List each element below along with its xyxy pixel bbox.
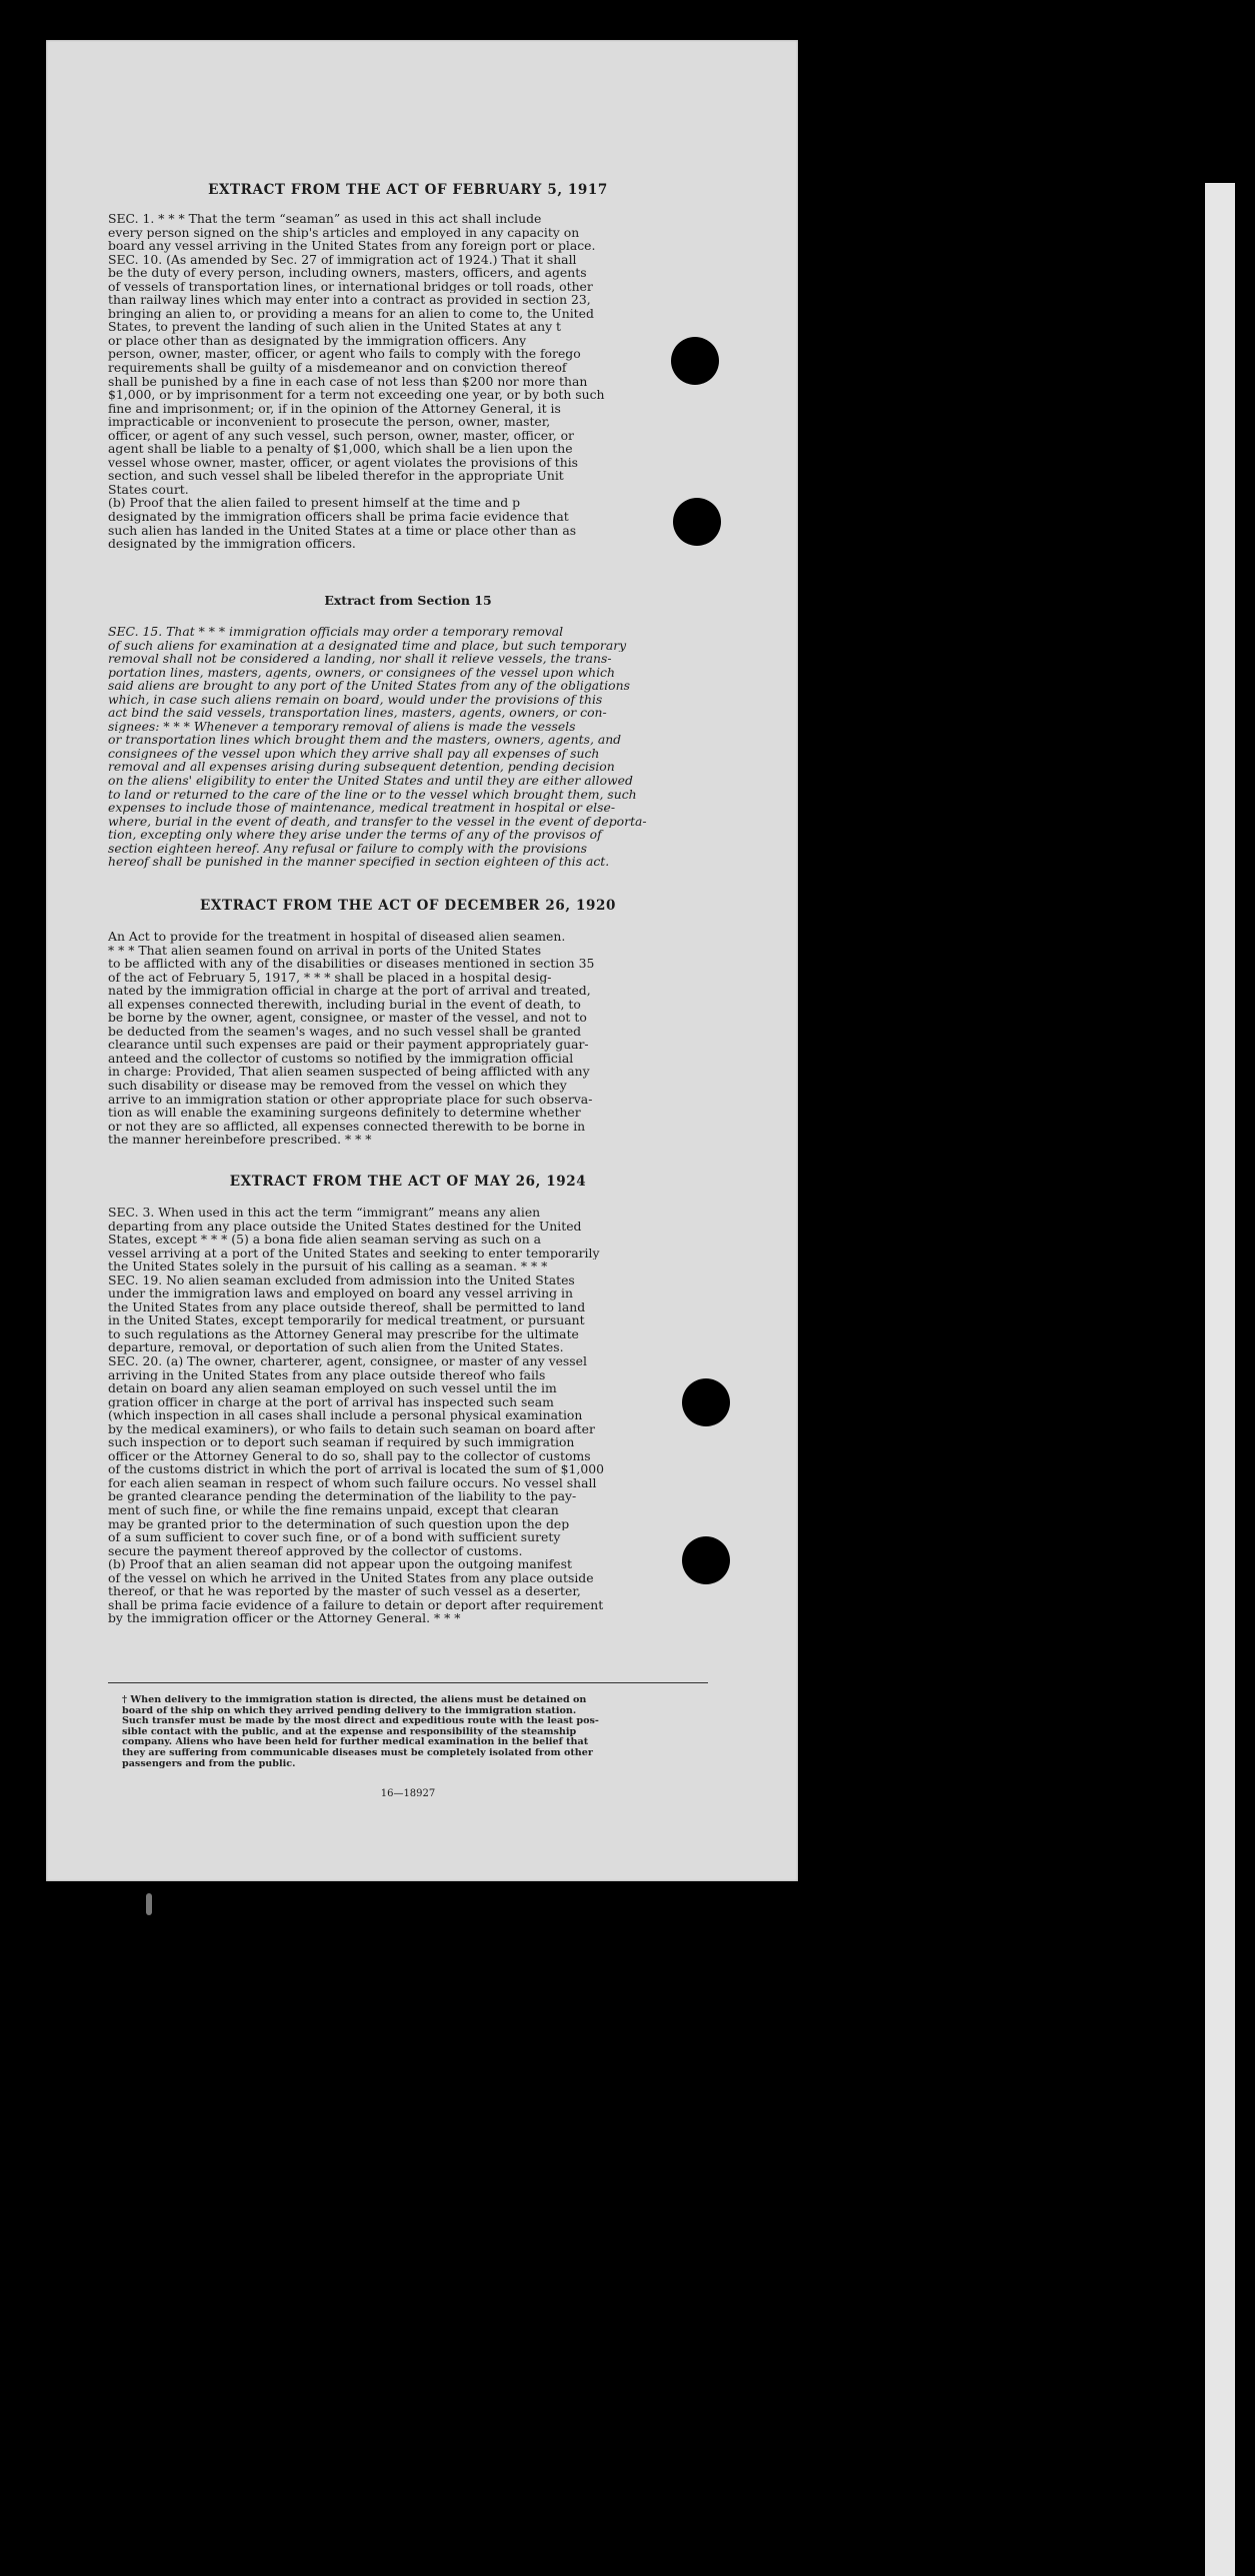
section-1924-text [108,1206,708,1625]
text-line: vessel arriving at a port of the United States and seeking to enter temporarily [108,1246,600,1261]
text-line: company. Aliens who have been held for further medical examination in the belief that [122,1737,589,1748]
text-line: under the immigration laws and employed on board any vessel arriving in [108,1287,573,1300]
text-line: or transportation lines which brought them and the masters, owners, agents, and [108,733,622,747]
text-line: such inspection or to deport such seaman if required by such immigration [108,1435,575,1449]
text-line: to be afflicted with any of the disabilities or diseases mentioned in section 35 [108,957,595,971]
text-line: States, to prevent the landing of such alien in the United States at any t [108,320,561,334]
text-line: be the duty of every person, including owners, masters, officers, and agents [108,266,587,280]
page-number: 16—18927 [380,1788,436,1799]
text-line: for each alien seaman in respect of whom such failure occurs. No vessel shall [108,1475,597,1490]
text-line: shall be punished by a fine in each case of not less than $200 nor more than [108,374,588,389]
text-line: SEC. 15. That * * * immigration officials may order a temporary removal [108,625,564,639]
text-line: expenses to include those of maintenance, medical treatment in hospital or else- [108,801,616,815]
footnote-divider [108,1682,708,1683]
text-line: impracticable or inconvenient to prosecute the person, owner, master, [108,415,551,429]
text-line: States, except * * * (5) a bona fide alien seaman serving as such on a [108,1233,542,1247]
text-line: such disability or disease may be removed from the vessel on which they [108,1079,567,1093]
heading-act-1924: EXTRACT FROM THE ACT OF MAY 26, 1924 [229,1174,587,1190]
text-line: to land or returned to the care of the line or to the vessel which brought them, such [108,787,637,802]
text-line: board of the ship on which they arrived pending delivery to the immigration station. [122,1705,577,1716]
text-line: An Act to provide for the treatment in hospital of diseased alien seamen. [108,930,566,944]
punch-hole [671,337,719,385]
text-line: officer, or agent of any such vessel, such person, owner, master, officer, or [108,428,574,443]
text-line: $1,000, or by imprisonment for a term not exceeding one year, or by both such [108,388,605,402]
text-line: on the aliens' eligibility to enter the United States and until they are either allowed [108,774,633,788]
text-line: arriving in the United States from any place outside thereof who fails [108,1367,546,1382]
text-line: which, in case such aliens remain on board, would under the provisions of this [108,692,603,707]
text-line: clearance until such expenses are paid or their payment appropriately guar- [108,1038,589,1052]
text-line: (which inspection in all cases shall include a personal physical examination [108,1408,583,1422]
text-line: consignees of the vessel upon which they arrive shall pay all expenses of such [108,746,600,761]
document-page [46,40,798,1881]
text-line: SEC. 20. (a) The owner, charterer, agent, consignee, or master of any vessel [108,1354,587,1368]
text-line: removal shall not be considered a landing, nor shall it relieve vessels, the trans- [108,652,612,666]
heading-act-1917: EXTRACT FROM THE ACT OF FEBRUARY 5, 1917 [208,182,608,198]
text-line: in charge: Provided, That alien seamen suspected of being afflicted with any [108,1065,590,1080]
text-line: by the medical examiners), or who fails to detain such seaman on board after [108,1421,595,1436]
text-line: gration officer in charge at the port of arrival has inspected such seam [108,1394,554,1409]
text-line: officer or the Attorney General to do so, shall pay to the collector of customs [108,1448,591,1463]
text-line: or place other than as designated by the immigration officers. Any [108,333,527,348]
punch-hole [673,498,721,546]
text-line: designated by the immigration officers. [108,537,356,551]
text-line: they are suffering from communicable diseases must be completely isolated from other [122,1747,593,1758]
text-line: secure the payment thereof approved by the collector of customs. [108,1543,523,1558]
text-line: thereof, or that he was reported by the master of such vessel as a deserter, [108,1584,581,1598]
text-line: tion, excepting only where they arise under the terms of any of the provisos of [108,828,602,842]
text-line: section, and such vessel shall be libeled therefor in the appropriate Unit [108,469,564,483]
text-line: by the immigration officer or the Attorney General. * * * [108,1611,461,1625]
text-line: fine and imprisonment; or, if in the opinion of the Attorney General, it is [108,401,561,416]
text-line: in the United States, except temporarily for medical treatment, or pursuant [108,1313,585,1327]
text-line: section eighteen hereof. Any refusal or failure to comply with the provisions [108,841,587,856]
text-line: the United States solely in the pursuit of his calling as a seaman. * * * [108,1260,548,1274]
text-line: (b) Proof that an alien seaman did not appear upon the outgoing manifest [108,1557,572,1571]
text-line: SEC. 1. * * * That the term “seaman” as used in this act shall include [108,212,542,226]
text-line: be borne by the owner, agent, consignee, or master of the vessel, and not to [108,1011,587,1025]
text-line: every person signed on the ship's articles and employed in any capacity on [108,225,580,240]
text-line: signees: * * * Whenever a temporary removal of aliens is made the vessels [108,719,576,734]
text-line: nated by the immigration official in charge at the port of arrival and treated, [108,984,591,998]
text-line: the manner hereinbefore prescribed. * * * [108,1133,372,1147]
text-line: detain on board any alien seaman employed on such vessel until the im [108,1381,557,1395]
text-line: (b) Proof that the alien failed to present himself at the time and p [108,496,521,511]
text-line: SEC. 19. No alien seaman excluded from admission into the United States [108,1273,575,1288]
text-line: person, owner, master, officer, or agent who fails to comply with the forego [108,347,581,362]
text-line: act bind the said vessels, transportation lines, masters, agents, owners, or con- [108,706,607,720]
text-line: arrive to an immigration station or other appropriate place for such observa- [108,1092,593,1107]
text-line: of vessels of transportation lines, or international bridges or toll roads, other [108,279,593,294]
section-1917-text [108,212,708,551]
text-line: to such regulations as the Attorney General may prescribe for the ultimate [108,1326,579,1341]
text-line: the United States from any place outside thereof, shall be permitted to land [108,1299,586,1314]
text-line: where, burial in the event of death, and transfer to the vessel in the event of deporta- [108,814,647,829]
text-line: of a sum sufficient to cover such fine, or of a bond with sufficient surety [108,1530,561,1544]
text-line: Such transfer must be made by the most direct and expeditious route with the least pos- [122,1716,599,1727]
text-line: be deducted from the seamen's wages, and no such vessel shall be granted [108,1024,582,1039]
text-line: bringing an alien to, or providing a means for an alien to come to, the United [108,306,594,321]
text-line: requirements shall be guilty of a misdemeanor and on conviction thereof [108,361,567,375]
text-line: or not they are so afflicted, all expenses connected therewith to be borne in [108,1119,586,1134]
text-line: * * * That alien seamen found on arrival in ports of the United States [108,943,542,958]
adjacent-page-edge [1205,183,1235,2576]
section-1920-text [108,930,708,1147]
text-line: anteed and the collector of customs so notified by the immigration official [108,1051,574,1066]
text-line: passengers and from the public. [122,1758,296,1769]
text-line: hereof shall be punished in the manner specified in section eighteen of this act. [108,855,610,869]
section-15-text [108,625,708,869]
text-line: ment of such fine, or while the fine remains unpaid, except that clearan [108,1503,559,1517]
text-line: portation lines, masters, agents, owners, or consignees of the vessel upon which [108,665,615,680]
text-line: sible contact with the public, and at the expense and responsibility of the steamship [122,1726,577,1737]
text-line: shall be prima facie evidence of a failure to detain or deport after requirement [108,1597,604,1612]
text-line: departing from any place outside the United States destined for the United [108,1219,582,1234]
text-line: SEC. 10. (As amended by Sec. 27 of immigration act of 1924.) That it shall [108,252,577,267]
text-line: of the act of February 5, 1917, * * * shall be placed in a hospital desig- [108,970,552,985]
text-line: † When delivery to the immigration station is directed, the aliens must be detained on [122,1695,587,1705]
text-line: of the vessel on which he arrived in the United States from any place outside [108,1570,594,1585]
footnote [122,1695,708,1769]
text-line: SEC. 3. When used in this act the term “immigrant” means any alien [108,1206,541,1220]
punch-hole [682,1378,730,1426]
text-line: States court. [108,482,189,497]
text-line: board any vessel arriving in the United States from any foreign port or place. [108,239,596,253]
heading-act-1920: EXTRACT FROM THE ACT OF DECEMBER 26, 1920 [200,898,616,914]
text-line: departure, removal, or deportation of such alien from the United States. [108,1340,564,1355]
text-line: removal and all expenses arising during subsequent detention, pending decision [108,760,615,775]
text-line: be granted clearance pending the determination of the liability to the pay- [108,1489,577,1504]
text-line: vessel whose owner, master, officer, or agent violates the provisions of this [108,455,579,470]
text-line: designated by the immigration officers shall be prima facie evidence that [108,510,569,524]
heading-section-15: Extract from Section 15 [324,593,492,608]
scan-speck [146,1893,152,1915]
text-line: such alien has landed in the United States at a time or place other than as [108,523,577,538]
text-line: than railway lines which may enter into a contract as provided in section 23, [108,293,591,307]
text-line: of such aliens for examination at a designated time and place, but such temporary [108,638,627,653]
punch-hole [682,1536,730,1584]
text-line: said aliens are brought to any port of the United States from any of the obligations [108,679,630,693]
text-line: all expenses connected therewith, including burial in the event of death, to [108,997,581,1012]
text-line: agent shall be liable to a penalty of $1,000, which shall be a lien upon the [108,442,573,456]
text-line: of the customs district in which the port of arrival is located the sum of $1,000 [108,1462,604,1476]
text-line: tion as will enable the examining surgeons definitely to determine whether [108,1106,581,1120]
text-line: may be granted prior to the determination of such question upon the dep [108,1516,570,1531]
